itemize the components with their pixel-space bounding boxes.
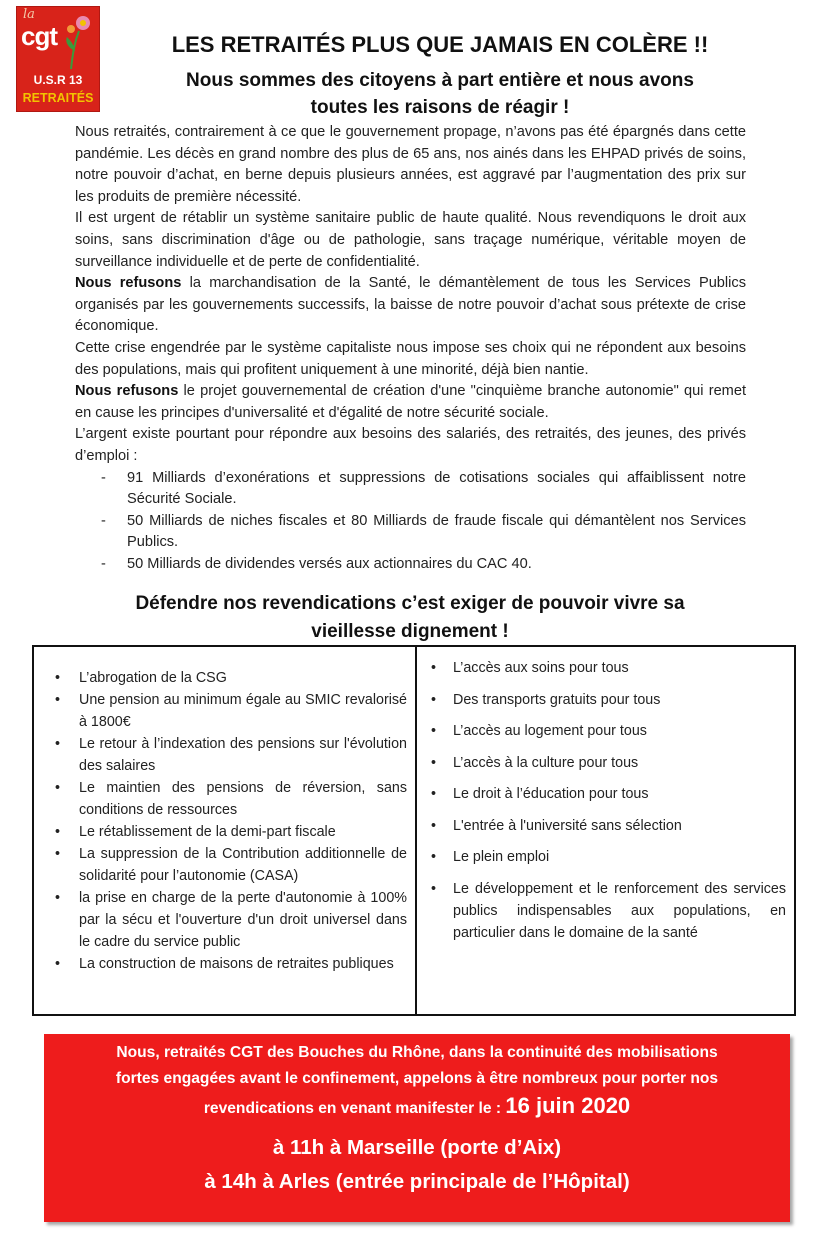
bullet-icon: • (55, 890, 61, 906)
paragraph-pandemic: Nous retraités, contrairement à ce que le gouvernement propage, n’avons pas été épargnés dans cette pandémie. Les décès en grand nombre des plus de 65 ans, nos ainés dans les EHPAD privés de soins, notre pouvoir d’achat, en berne depuis plusieurs années, est aggravé par l’augmentation des prix sur les produits de première nécessité. (75, 124, 746, 205)
refusal-text: le projet gouvernemental de création d'une "cinquième branche autonomie" qui remet en cause les principes d'universalité et d'égalité de notre sécurité sociale. (75, 383, 747, 421)
bullet-icon: • (431, 660, 437, 676)
subtitle-line-2: toutes les raisons de réagir ! (310, 97, 570, 118)
list-item-text: 50 Milliards de dividendes versés aux actionnaires du CAC 40. (127, 555, 532, 572)
bullet-icon: • (55, 780, 61, 796)
bullet-icon: • (431, 786, 437, 802)
list-item-text: 91 Milliards d’exonérations et suppressions de cotisations sociales qui affaiblissent notre Sécurité Sociale. (127, 469, 746, 508)
demand-text: Le maintien des pensions de réversion, sans conditions de ressources (79, 780, 407, 818)
refusal-emphasis: Nous refusons (75, 275, 182, 292)
bullet-icon: • (431, 723, 437, 739)
refusal-text: la marchandisation de la Santé, le démantèlement de tous les Services Publics organisés par les gouvernements successifs, la baisse de notre pouvoir d’achat sous prétexte de crise économique. (75, 275, 747, 335)
demand-item (431, 752, 786, 774)
demand-text: la prise en charge de la perte d'autonomie à 100% par la sécu et l'ouverture d'un droit universel dans le cadre du service public (79, 890, 407, 950)
paragraph-refusal-1 (75, 273, 746, 338)
demand-item (431, 783, 786, 805)
money-list (75, 468, 746, 576)
cgt-logo (16, 6, 100, 112)
demand-item (50, 843, 407, 887)
demand-item (50, 689, 407, 733)
demand-text: Des transports gratuits pour tous (453, 691, 661, 708)
section-title (60, 590, 760, 646)
demand-item (431, 657, 786, 679)
dash-marker: - (101, 469, 106, 486)
demands-right-column (417, 647, 794, 1014)
bullet-icon: • (431, 754, 437, 771)
logo-group: RETRAITÉS (22, 91, 94, 105)
bullet-icon: • (55, 736, 61, 752)
demand-text: La construction de maisons de retraites publiques (79, 956, 394, 972)
paragraph-money: L’argent existe pourtant pour répondre aux besoins des salariés, des retraités, des jeunes, des privés d’emploi : (75, 426, 746, 464)
demand-text: Le retour à l’indexation des pensions sur l'évolution des salaires (79, 736, 407, 774)
demand-text: L’accès au logement pour tous (453, 723, 647, 739)
demands-left-column (34, 647, 417, 1014)
list-item-text: 50 Milliards de niches fiscales et 80 Milliards de fraude fiscale qui démantèlent nos Services Publics. (127, 512, 746, 551)
logo-name: cgt (21, 21, 57, 51)
demand-item (50, 887, 407, 953)
demand-item (50, 821, 407, 843)
demand-text: Une pension au minimum égale au SMIC revalorisé à 1800€ (79, 692, 407, 730)
demand-text: La suppression de la Contribution additionnelle de solidarité pour l’autonomie (CASA) (79, 846, 407, 884)
banner-line-2: fortes engagées avant le confinement, appelons à être nombreux pour porter nos (115, 1070, 719, 1087)
demand-item (431, 846, 786, 868)
event-date: 16 juin 2020 (505, 1093, 631, 1118)
page-subtitle (110, 67, 770, 121)
event-arles: à 14h à Arles (entrée principale de l’Hôpital) (204, 1170, 630, 1193)
bullet-icon: • (431, 880, 437, 897)
bullet-icon: • (55, 670, 61, 686)
banner-line-1: Nous, retraités CGT des Bouches du Rhône, dans la continuité des mobilisations (116, 1044, 718, 1061)
mobilisation-banner (44, 1034, 790, 1222)
demand-item (431, 720, 786, 742)
event-marseille: à 11h à Marseille (porte d’Aix) (272, 1136, 562, 1159)
demand-text: Le rétablissement de la demi-part fiscale (79, 824, 336, 840)
demand-text: L’abrogation de la CSG (79, 670, 227, 686)
subtitle-line-1: Nous sommes des citoyens à part entière et nous avons (186, 70, 694, 91)
logo-org: U.S.R 13 (33, 73, 83, 87)
demands-table (32, 645, 796, 1016)
body-text (75, 122, 746, 575)
demand-text: Le plein emploi (453, 849, 550, 865)
bullet-icon: • (431, 691, 437, 708)
bullet-icon: • (55, 692, 61, 708)
logo-script: la (23, 7, 35, 22)
dash-marker: - (101, 555, 106, 572)
demand-item (50, 733, 407, 777)
paragraph-refusal-2 (75, 381, 746, 424)
flower-icon (61, 11, 95, 71)
bullet-icon: • (55, 824, 61, 840)
bullet-icon: • (431, 849, 437, 865)
bullet-icon: • (55, 846, 61, 862)
demand-item (431, 689, 786, 711)
section-title-line-1: Défendre nos revendications c’est exiger de pouvoir vivre sa (135, 593, 685, 614)
demand-text: Le droit à l’éducation pour tous (453, 786, 649, 802)
bullet-icon: • (431, 817, 437, 834)
demand-text: L'entrée à l'université sans sélection (453, 817, 682, 834)
bullet-icon: • (55, 956, 61, 972)
page-title: LES RETRAITÉS PLUS QUE JAMAIS EN COLÈRE !! (171, 32, 709, 57)
dash-marker: - (101, 512, 106, 529)
banner-line-3-text: revendications en venant manifester le : (203, 1100, 506, 1117)
demand-item (50, 667, 407, 689)
list-item (75, 554, 746, 576)
demand-text: L’accès aux soins pour tous (453, 660, 629, 676)
demand-item (50, 777, 407, 821)
list-item (75, 511, 746, 554)
paragraph-health-system: Il est urgent de rétablir un système sanitaire public de haute qualité. Nous revendiquons le droit aux soins, sans discrimination d'âge ou de pathologie, sans traçage numérique, véritable moyen de surveillance individuelle et de perte de confidentialité. (75, 210, 746, 270)
demand-item (431, 878, 786, 944)
demand-text: Le développement et le renforcement des services publics indispensables aux populations, en particulier dans le domaine de la santé (453, 880, 786, 941)
list-item (75, 468, 746, 511)
paragraph-crisis: Cette crise engendrée par le système capitaliste nous impose ses choix qui ne répondent aux besoins des populations, mais qui profitent uniquement à une minorité, déjà bien nantie. (75, 339, 746, 378)
banner-line-3 (44, 1092, 790, 1123)
refusal-emphasis: Nous refusons (75, 383, 179, 400)
demand-item (50, 953, 407, 975)
section-title-line-2: vieillesse dignement ! (311, 621, 509, 642)
demand-item (431, 815, 786, 837)
demand-text: L’accès à la culture pour tous (453, 754, 639, 771)
